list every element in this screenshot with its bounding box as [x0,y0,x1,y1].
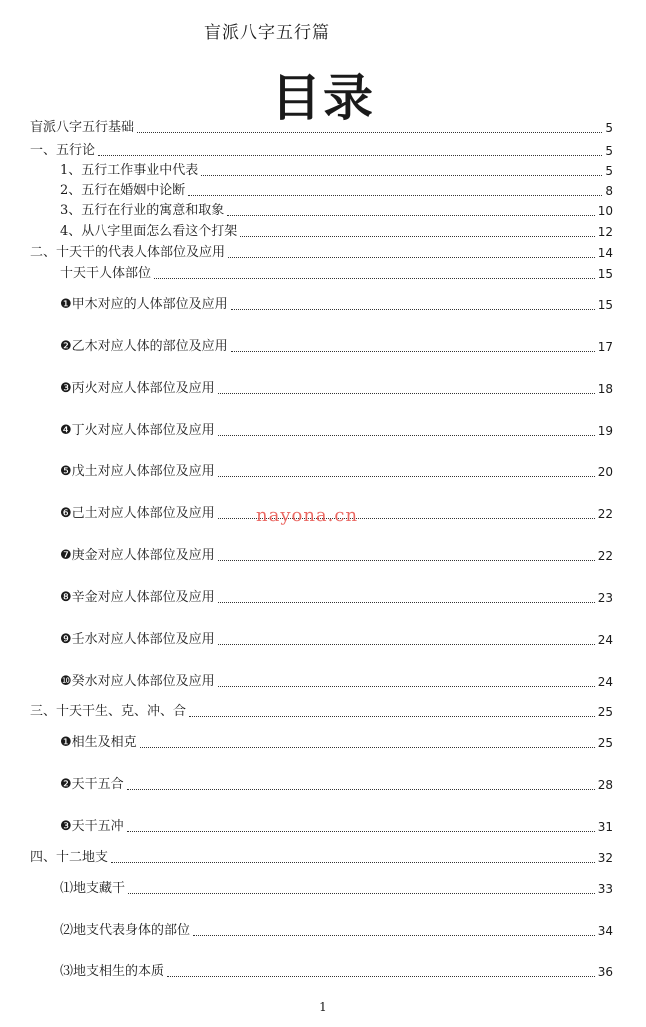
toc-leader-dots [193,935,595,936]
toc-entry-label: 3、五行在行业的寓意和取象 [60,203,225,218]
toc-leader-dots [188,195,602,196]
toc-entry-page: 17 [597,340,613,354]
toc-leader-dots [231,351,595,352]
toc-entry[interactable] [60,548,613,564]
toc-entry-label: ⑶地支相生的本质 [60,964,165,979]
toc-entry[interactable] [60,964,613,980]
toc-leader-dots [218,435,595,436]
toc-entry[interactable] [60,183,613,199]
toc-entry-page: 5 [605,121,613,135]
toc-leader-dots [228,257,595,258]
toc-entry-page: 5 [605,164,613,178]
toc-entry[interactable] [60,819,613,835]
toc-entry[interactable] [60,777,613,793]
toc-entry[interactable] [30,704,613,720]
toc-leader-dots [218,393,595,394]
toc-leader-dots [167,976,595,977]
toc-entry-label: ❹丁火对应人体部位及应用 [60,423,215,438]
toc-entry[interactable] [30,120,613,136]
toc-leader-dots [111,862,595,863]
toc-entry[interactable] [60,203,613,219]
toc-entry[interactable] [60,464,613,480]
toc-entry-page: 12 [597,225,613,239]
toc-entry-page: 24 [597,633,613,647]
toc-entry-label: 二、十天干的代表人体部位及应用 [30,245,226,260]
toc-entry-page: 33 [597,882,613,896]
toc-leader-dots [227,215,594,216]
toc-entry-page: 10 [597,204,613,218]
toc-entry-label: 十天干人体部位 [60,266,152,281]
toc-leader-dots [128,893,595,894]
toc-entry-page: 15 [597,267,613,281]
toc-leader-dots [189,716,595,717]
toc-leader-dots [140,747,595,748]
toc-entry-page: 14 [597,246,613,260]
toc-entry[interactable] [30,245,613,261]
toc-entry-label: ❶甲木对应的人体部位及应用 [60,297,228,312]
book-title: 盲派八字五行篇 [204,23,330,43]
toc-entry[interactable] [60,923,613,939]
toc-entry[interactable] [30,850,613,866]
toc-entry-page: 36 [597,965,613,979]
toc-entry-page: 22 [597,549,613,563]
toc-entry-page: 20 [597,465,613,479]
toc-entry-label: 一、五行论 [30,143,96,158]
toc-leader-dots [218,476,595,477]
page-number: 1 [319,1000,327,1014]
toc-leader-dots [127,789,595,790]
toc-title: 目录 [271,69,375,127]
toc-entry-label: ❺戊土对应人体部位及应用 [60,464,215,479]
toc-leader-dots [154,278,595,279]
toc-leader-dots [231,309,595,310]
toc-leader-dots [218,686,595,687]
toc-entry-label: ❼庚金对应人体部位及应用 [60,548,215,563]
toc-entry-page: 34 [597,924,613,938]
toc-entry-label: ❶相生及相克 [60,735,137,750]
toc-entry[interactable] [60,632,613,648]
toc-leader-dots [98,155,602,156]
toc-entry-label: 1、五行工作事业中代表 [60,163,199,178]
toc-entry-label: ❿癸水对应人体部位及应用 [60,674,215,689]
toc-entry-page: 25 [597,705,613,719]
toc-entry-label: ❽辛金对应人体部位及应用 [60,590,215,605]
toc-leader-dots [201,175,602,176]
toc-entry[interactable] [60,674,613,690]
toc-entry-label: ❸丙火对应人体部位及应用 [60,381,215,396]
toc-entry-page: 32 [597,851,613,865]
toc-leader-dots [137,132,602,133]
toc-entry-page: 19 [597,424,613,438]
toc-leader-dots [127,831,595,832]
toc-entry-page: 28 [597,778,613,792]
toc-entry-page: 24 [597,675,613,689]
toc-entry-page: 15 [597,298,613,312]
toc-entry-label: ❷天干五合 [60,777,124,792]
toc-entry-label: ⑴地支藏干 [60,881,126,896]
toc-entry-page: 18 [597,382,613,396]
toc-entry-label: ❻己土对应人体部位及应用 [60,506,215,521]
toc-entry-label: 4、从八字里面怎么看这个打架 [60,224,238,239]
toc-entry-label: 2、五行在婚姻中论断 [60,183,186,198]
toc-entry-page: 5 [605,144,613,158]
toc-entry[interactable] [60,881,613,897]
toc-leader-dots [240,236,594,237]
toc-entry[interactable] [60,590,613,606]
toc-entry-page: 31 [597,820,613,834]
toc-entry-page: 23 [597,591,613,605]
toc-entry-page: 25 [597,736,613,750]
toc-entry[interactable] [60,423,613,439]
toc-entry[interactable] [30,143,613,159]
toc-entry-label: ❷乙木对应人体的部位及应用 [60,339,228,354]
toc-entry[interactable] [60,163,613,179]
toc-entry-label: ❾壬水对应人体部位及应用 [60,632,215,647]
toc-entry[interactable] [60,297,613,313]
toc-entry[interactable] [60,339,613,355]
toc-leader-dots [218,560,595,561]
toc-entry[interactable] [60,266,613,282]
toc-leader-dots [218,644,595,645]
toc-leader-dots [218,602,595,603]
toc-entry-label: ❸天干五冲 [60,819,124,834]
toc-entry[interactable] [60,224,613,240]
toc-entry-label: 三、十天干生、克、冲、合 [30,704,187,719]
toc-entry[interactable] [60,381,613,397]
toc-entry-page: 8 [605,184,613,198]
toc-entry-label: 盲派八字五行基础 [30,120,135,135]
watermark: nayona.cn [256,505,359,526]
toc-entry-label: 四、十二地支 [30,850,109,865]
toc-entry-page: 22 [597,507,613,521]
toc-entry-label: ⑵地支代表身体的部位 [60,923,191,938]
toc-entry[interactable] [60,735,613,751]
